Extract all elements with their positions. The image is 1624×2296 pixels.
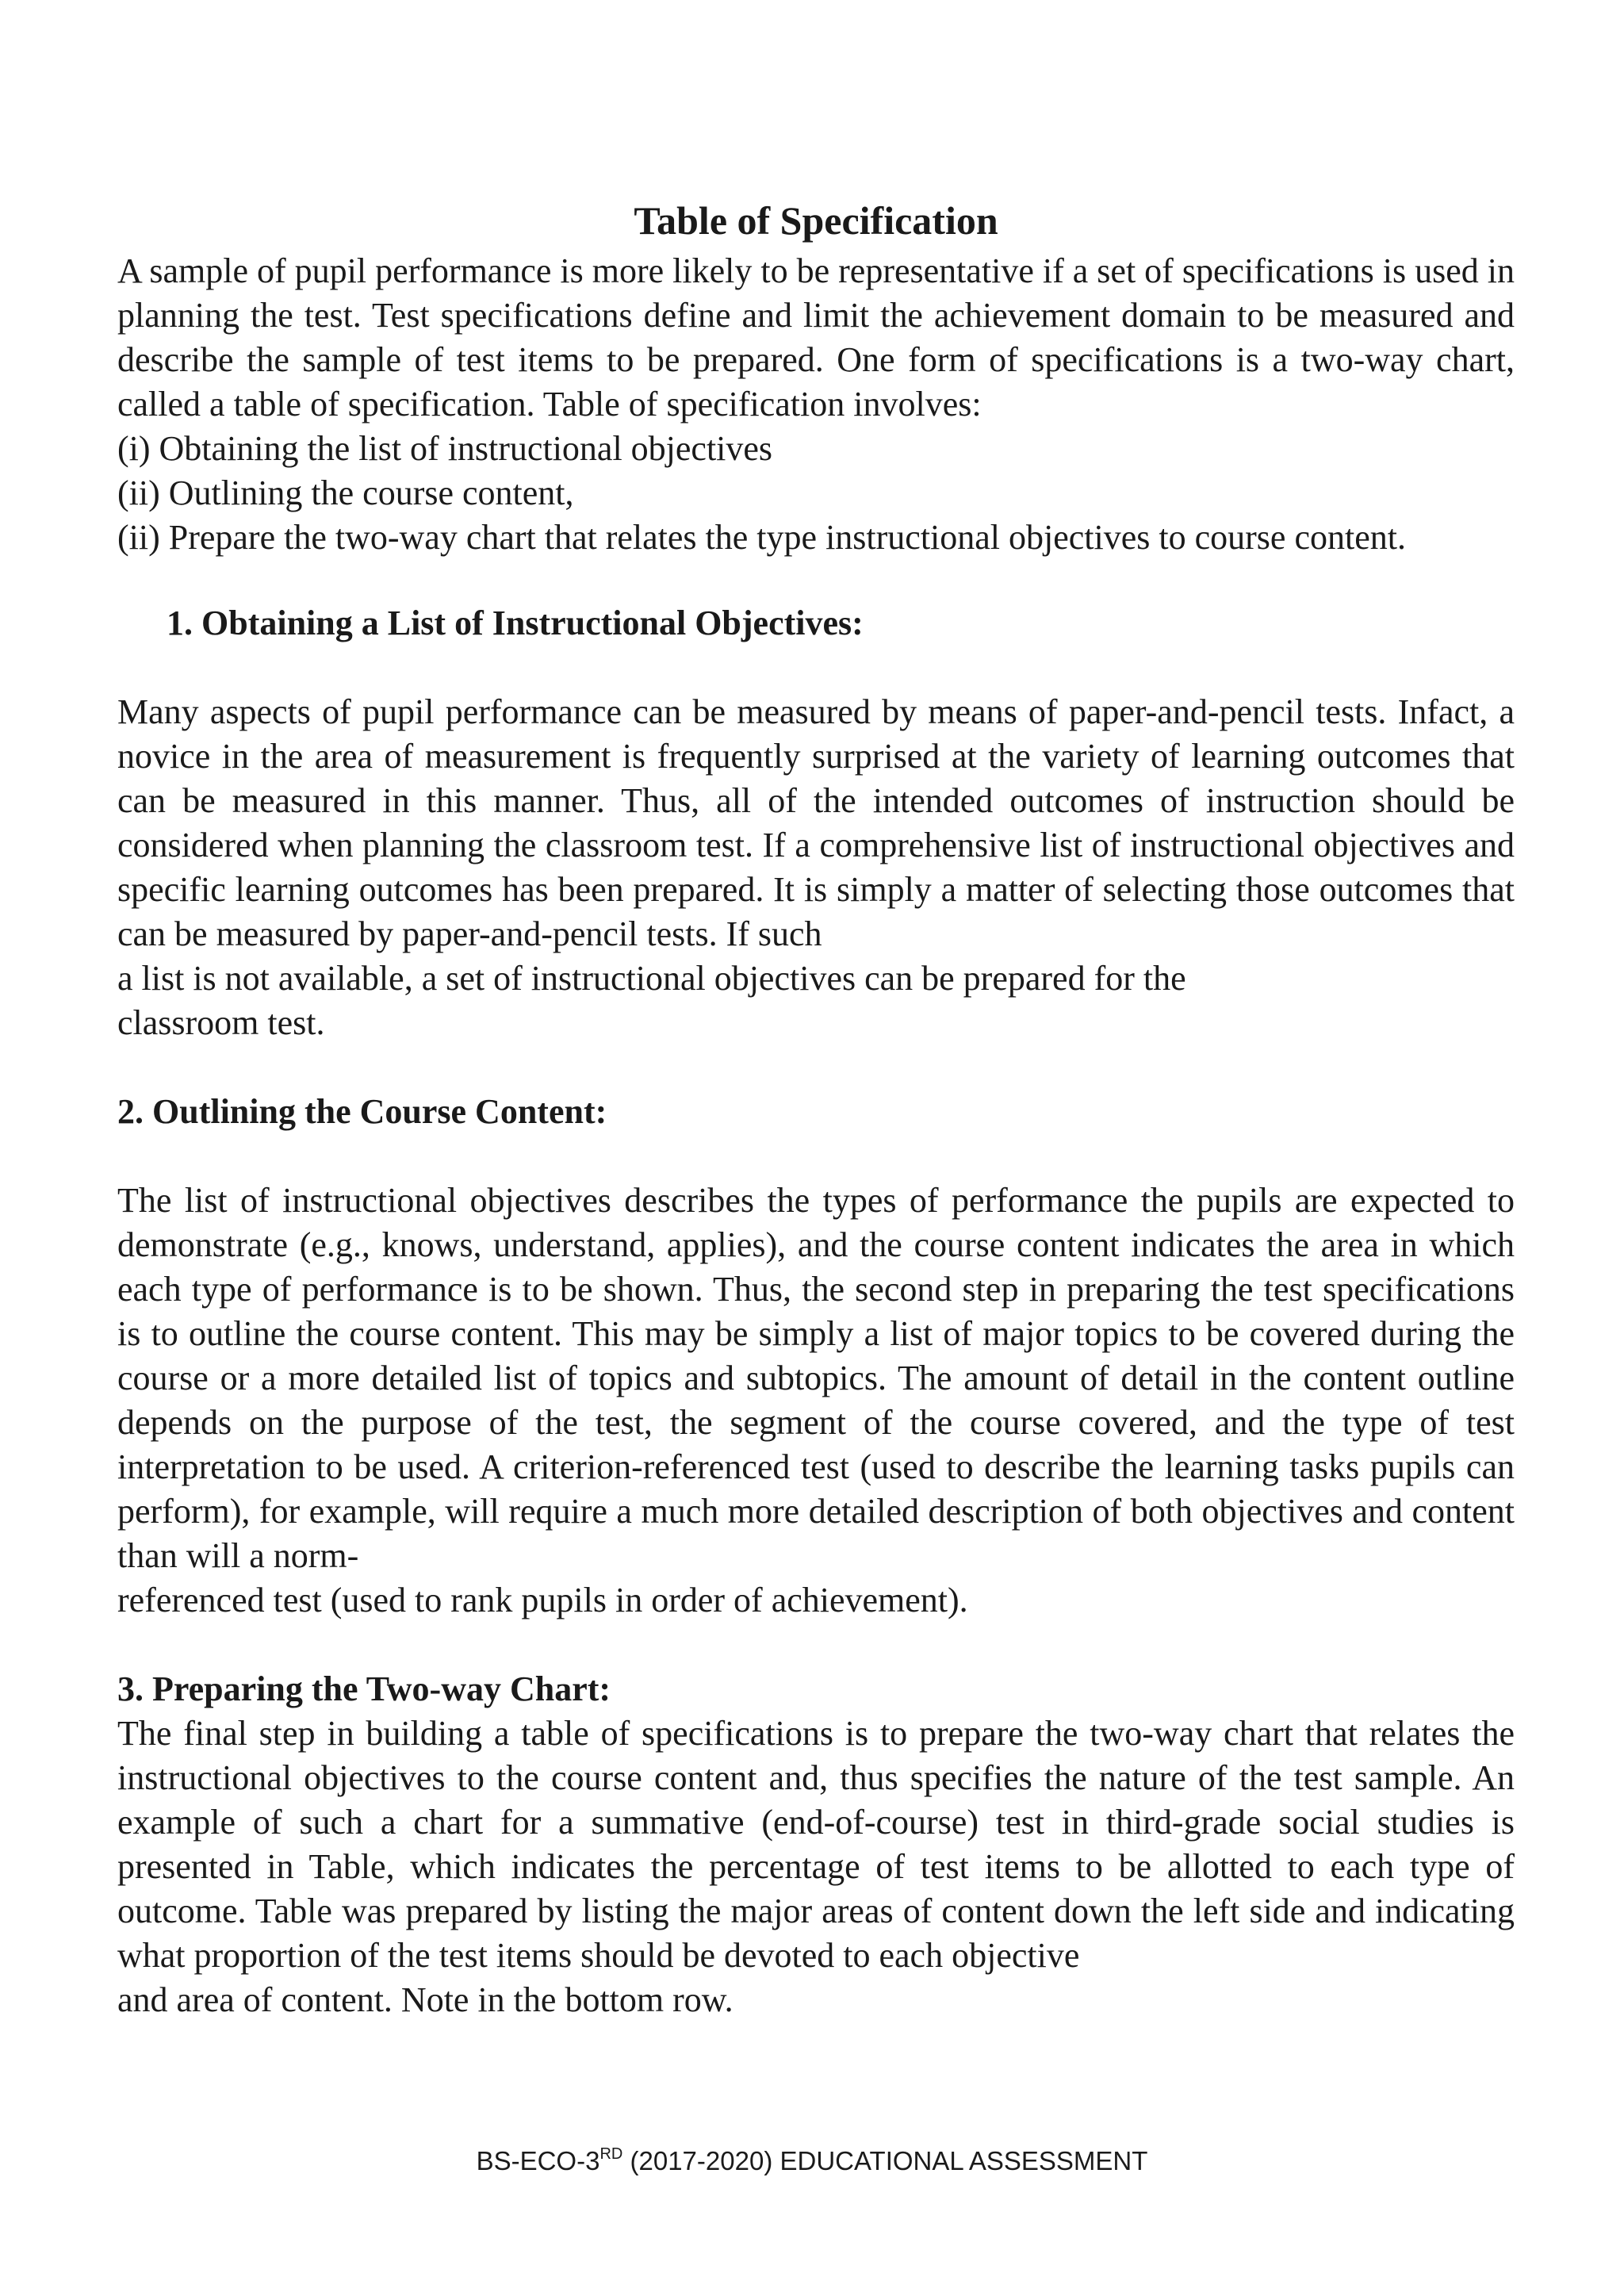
- document-title: Table of Specification: [634, 198, 998, 243]
- section-1-heading: 1. Obtaining a List of Instructional Objectives:: [167, 604, 864, 642]
- section-1-body-tail-1: a list is not available, a set of instructional objectives can be prepared for the: [117, 959, 1186, 998]
- section-2-body-tail-1: referenced test (used to rank pupils in order of achievement).: [117, 1581, 968, 1619]
- intro-paragraph: A sample of pupil performance is more likely to be representative if a set of specifications is used in planning the test. Test specifications define and limit the achievement domain to be measured and describe the sample of test items to be prepared. One form of specifications is a two-way chart, called a table of specification. Table of specification involves:: [117, 251, 1515, 424]
- intro-list-item-3: (ii) Prepare the two-way chart that relates the type instructional objectives to course content.: [117, 518, 1406, 557]
- section-1-body: Many aspects of pupil performance can be measured by means of paper-and-pencil tests. Infact, a novice in the area of measurement is frequently surprised at the variety of learning outcomes that can be measured in this manner. Thus, all of the intended outcomes of instruction should be considered when planning the classroom test. If a comprehensive list of instructional objectives and specific learning outcomes has been prepared. It is simply a matter of selecting those outcomes that can be measured by paper-and-pencil tests. If such: [117, 692, 1515, 953]
- document-page: [117, 197, 1515, 2022]
- section-3-body: The final step in building a table of specifications is to prepare the two-way chart that relates the instructional objectives to the course content and, thus specifies the nature of the test sample. An example of such a chart for a summative (end-of-course) test in third-grade social studies is presented in Table, which indicates the percentage of test items to be allotted to each type of outcome. Table was prepared by listing the major areas of content down the left side and indicating what proportion of the test items should be devoted to each objective: [117, 1714, 1515, 1975]
- footer-prefix: BS-ECO-3: [476, 2146, 600, 2175]
- section-2-heading: 2. Outlining the Course Content:: [117, 1092, 607, 1131]
- section-3-body-tail-1: and area of content. Note in the bottom row.: [117, 1980, 733, 2019]
- section-2-body: The list of instructional objectives describes the types of performance the pupils are expected to demonstrate (e.g., knows, understand, applies), and the course content indicates the area in which each type of performance is to be shown. Thus, the second step in preparing the test specifications is to outline the course content. This may be simply a list of major topics to be covered during the course or a more detailed list of topics and subtopics. The amount of detail in the content outline depends on the purpose of the test, the segment of the course covered, and the type of test interpretation to be used. A criterion-referenced test (used to describe the learning tasks pupils can perform), for example, will require a much more detailed description of both objectives and content than will a norm-: [117, 1181, 1515, 1575]
- footer-superscript: RD: [599, 2145, 623, 2163]
- section-3-heading: 3. Preparing the Two-way Chart:: [117, 1669, 611, 1708]
- page-footer: [0, 2145, 1624, 2177]
- intro-list-item-1: (i) Obtaining the list of instructional objectives: [117, 429, 773, 468]
- footer-suffix: (2017-2020) EDUCATIONAL ASSESSMENT: [622, 2146, 1148, 2175]
- intro-list-item-2: (ii) Outlining the course content,: [117, 473, 574, 512]
- section-1-body-tail-2: classroom test.: [117, 1003, 325, 1042]
